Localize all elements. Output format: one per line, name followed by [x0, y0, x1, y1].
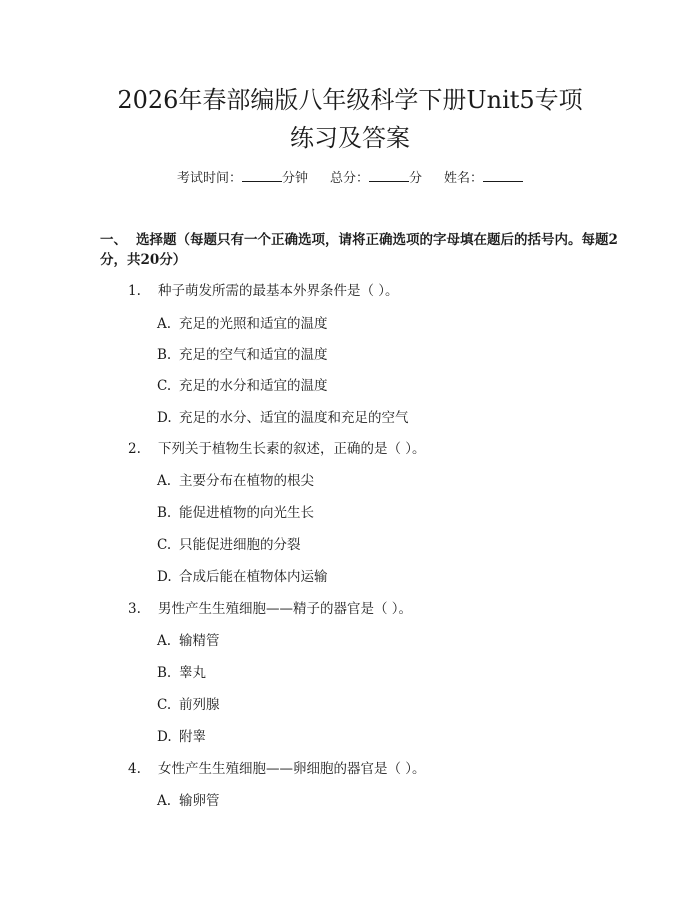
- option-letter: D.: [157, 569, 172, 585]
- option: [157, 664, 206, 682]
- question-text: 女性产生生殖细胞——卵细胞的器官是（ ）。: [158, 761, 426, 777]
- option: [157, 632, 220, 650]
- option-text: 充足的水分和适宜的温度: [179, 378, 328, 394]
- question-text: 下列关于植物生长素的叙述，正确的是（ ）。: [158, 441, 426, 457]
- section-number: 一、: [100, 232, 127, 248]
- question-text: 男性产生生殖细胞——精子的器官是（ ）。: [158, 601, 413, 617]
- option-letter: D.: [157, 729, 172, 745]
- option-letter: C.: [157, 378, 172, 394]
- option: [157, 568, 328, 586]
- question: [128, 440, 426, 458]
- question-number: 3.: [128, 601, 141, 617]
- option-text: 合成后能在植物体内运输: [179, 569, 328, 585]
- option-text: 前列腺: [179, 697, 220, 713]
- score-label: 总分：: [329, 171, 369, 186]
- option-text: 输卵管: [179, 793, 220, 809]
- score-unit: 分: [409, 171, 423, 186]
- option-letter: A.: [157, 473, 172, 489]
- option-text: 能促进植物的向光生长: [179, 505, 314, 521]
- option-letter: C.: [157, 697, 172, 713]
- option-text: 主要分布在植物的根尖: [179, 473, 314, 489]
- exam-info-line: [0, 167, 700, 186]
- question-number: 2.: [128, 441, 141, 457]
- name-blank: [483, 169, 523, 182]
- score-blank: [369, 169, 409, 182]
- section-heading: [100, 230, 620, 270]
- time-unit: 分钟: [281, 171, 308, 186]
- section-text: 选择题（每题只有一个正确选项，请将正确选项的字母填在题后的括号内。每题2分，共20分）: [100, 232, 618, 268]
- option-letter: B.: [157, 505, 172, 521]
- option-letter: D.: [157, 410, 172, 426]
- option-letter: A.: [157, 633, 172, 649]
- option-letter: B.: [157, 347, 172, 363]
- option-letter: B.: [157, 665, 172, 681]
- option: [157, 504, 314, 522]
- document-title-line-1: 2026年春部编版八年级科学下册Unit5专项: [117, 86, 583, 114]
- question: [128, 282, 399, 300]
- option: [157, 346, 328, 364]
- option: [157, 696, 220, 714]
- option-text: 附睾: [179, 729, 206, 745]
- time-blank: [242, 169, 282, 182]
- option-letter: C.: [157, 537, 172, 553]
- option-letter: A.: [157, 316, 172, 332]
- document-title-line-2: 练习及答案: [290, 124, 410, 152]
- option: [157, 409, 409, 427]
- question: [128, 760, 426, 778]
- option-text: 睾丸: [179, 665, 206, 681]
- option-text: 充足的水分、适宜的温度和充足的空气: [179, 410, 409, 426]
- option-text: 只能促进细胞的分裂: [179, 537, 301, 553]
- name-label: 姓名：: [444, 171, 484, 186]
- option: [157, 472, 314, 490]
- option: [157, 728, 206, 746]
- option: [157, 792, 220, 810]
- question-number: 4.: [128, 761, 141, 777]
- option: [157, 315, 328, 333]
- option: [157, 377, 328, 395]
- option-text: 输精管: [179, 633, 220, 649]
- option-text: 充足的空气和适宜的温度: [179, 347, 328, 363]
- question: [128, 600, 412, 618]
- option: [157, 536, 301, 554]
- option-letter: A.: [157, 793, 172, 809]
- time-label: 考试时间：: [176, 171, 242, 186]
- question-number: 1.: [128, 283, 141, 299]
- question-text: 种子萌发所需的最基本外界条件是（ ）。: [158, 283, 399, 299]
- option-text: 充足的光照和适宜的温度: [179, 316, 328, 332]
